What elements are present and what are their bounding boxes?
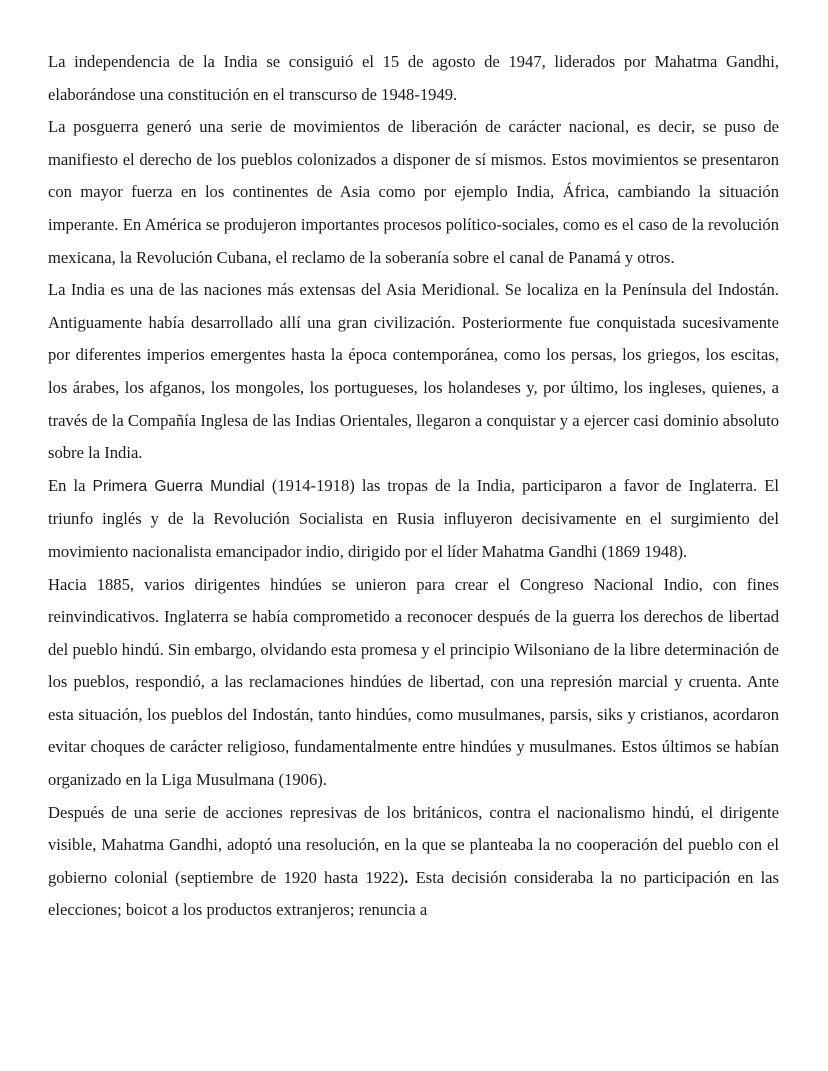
paragraph-independence-date: La independencia de la India se consiguió el 15 de agosto de 1947, liderados por Mahatma Gandhi, elaborándose una constitución en el transcurso de 1948-1949. <box>48 52 779 104</box>
paragraph-first-world-war <box>48 470 779 569</box>
paragraph-non-cooperation-pre: Después de una serie de acciones represivas de los británicos, contra el nacionalismo hindú, el dirigente visible, Mahatma Gandhi, adoptó una resolución, en la que se planteaba la no cooperación del pueblo con el gobierno colonial (septiembre de 1920 hasta 1922) <box>48 802 779 887</box>
first-world-war-term: Primera Guerra Mundial <box>92 477 265 495</box>
paragraph-non-cooperation-post: Esta decisión consideraba la no participación en las elecciones; boicot a los productos extranjeros; renuncia a <box>48 867 780 920</box>
paragraph-national-congress: Hacia 1885, varios dirigentes hindúes se unieron para crear el Congreso Nacional Indio, con fines reinvindicativos. Inglaterra se había comprometido a reconocer después de la guerra los derechos de libertad del pueblo hindú. Sin embargo, olvidando esta promesa y el principio Wilsoniano de la libre determinación de los pueblos, respondió, a las reclamaciones hindúes de libertad, con una represión marcial y cruenta. Ante esta situación, los pueblos del Indostán, tanto hindúes, como musulmanes, parsis, siks y cristianos, acordaron evitar choques de carácter religioso, fundamentalmente entre hindúes y musulmanes. Estos últimos se habían organizado en la Liga Musulmana (1906). <box>48 574 779 790</box>
paragraph-non-cooperation <box>48 797 779 927</box>
paragraph-first-world-war-pre: En la <box>48 475 93 495</box>
paragraph-postwar-movements: La posguerra generó una serie de movimientos de liberación de carácter nacional, es decir, se puso de manifiesto el derecho de los pueblos colonizados a disponer de sí mismos. Estos movimientos se presentaron con mayor fuerza en los continentes de Asia como por ejemplo India, África, cambiando la situación imperante. En América se produjeron importantes procesos político-sociales, como es el caso de la revolución mexicana, la Revolución Cubana, el reclamo de la soberanía sobre el canal de Panamá y otros. <box>48 117 779 267</box>
paragraph-first-world-war-post: (1914-1918) las tropas de la India, participaron a favor de Inglaterra. El triunfo inglés y de la Revolución Socialista en Rusia influyeron decisivamente en el surgimiento del movimiento nacionalista emancipador indio, dirigido por el líder Mahatma Gandhi (1869 1948). <box>48 475 779 561</box>
bold-period: . <box>404 867 409 887</box>
document-page <box>48 46 779 927</box>
paragraph-india-geography: La India es una de las naciones más extensas del Asia Meridional. Se localiza en la Península del Indostán. Antiguamente había desarrollado allí una gran civilización. Posteriormente fue conquistada sucesivamente por diferentes imperios emergentes hasta la época contemporánea, como los persas, los griegos, los escitas, los árabes, los afganos, los mongoles, los portugueses, los holandeses y, por último, los ingleses, quienes, a través de la Compañía Inglesa de las Indias Orientales, llegaron a conquistar y a ejercer casi dominio absoluto sobre la India. <box>48 280 779 463</box>
